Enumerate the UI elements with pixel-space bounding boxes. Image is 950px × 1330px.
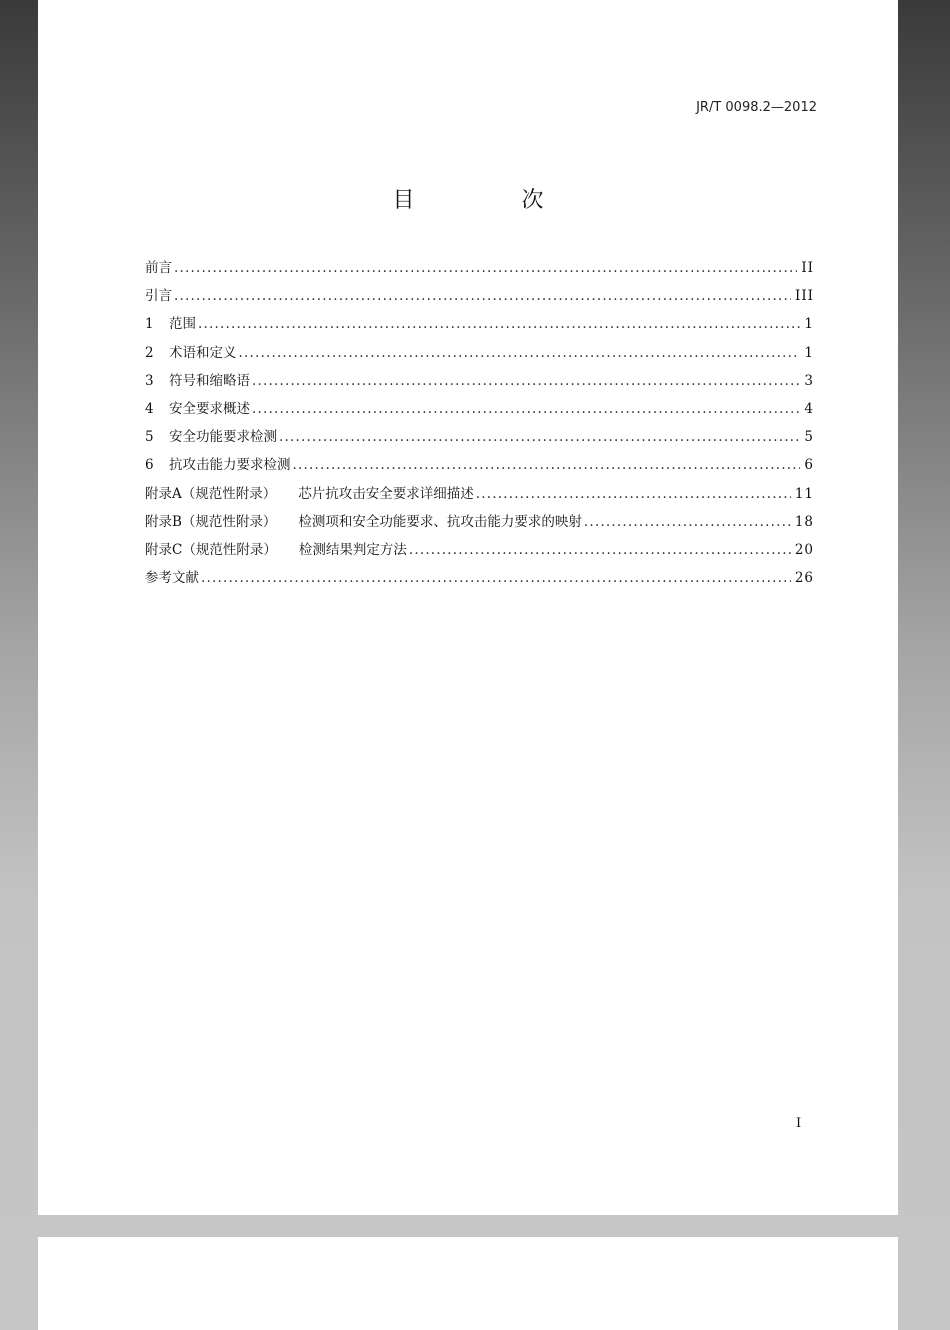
- toc-entry-page: 1: [804, 316, 814, 333]
- leader-dots: [201, 570, 791, 586]
- toc-entry-introduction[interactable]: [145, 284, 814, 312]
- table-of-contents: [145, 256, 814, 594]
- toc-entry-page: 1: [804, 344, 814, 361]
- toc-entry-attack-resistance-test[interactable]: [145, 453, 814, 481]
- toc-entry-foreword[interactable]: [145, 256, 814, 284]
- toc-entry-page: 11: [794, 485, 814, 502]
- toc-entry-page: 20: [794, 541, 814, 558]
- leader-dots: [174, 288, 791, 304]
- toc-entry-page: III: [795, 288, 814, 305]
- toc-entry-page: II: [801, 260, 814, 276]
- toc-entry-label: 引言: [145, 288, 172, 305]
- toc-entry-page: 18: [794, 513, 814, 530]
- leader-dots: [584, 514, 791, 530]
- toc-entry-label: 附录A（规范性附录）: [145, 485, 277, 502]
- toc-entry-number: 4: [145, 400, 154, 417]
- leader-dots: [252, 401, 800, 417]
- toc-entry-page: 4: [804, 400, 814, 417]
- toc-entry-page: 3: [804, 372, 814, 389]
- toc-entry-description: 检测项和安全功能要求、抗攻击能力要求的映射: [298, 513, 582, 530]
- leader-dots: [252, 373, 800, 389]
- toc-entry-label: 符号和缩略语: [169, 372, 250, 389]
- next-page: [38, 1237, 898, 1330]
- toc-entry-number: 5: [145, 429, 154, 446]
- toc-entry-description: 检测结果判定方法: [298, 541, 407, 558]
- toc-entry-appendix-b[interactable]: [145, 510, 814, 538]
- toc-entry-label: 抗攻击能力要求检测: [169, 457, 291, 474]
- toc-entry-scope[interactable]: [145, 312, 814, 340]
- leader-dots: [279, 429, 800, 445]
- toc-entry-symbols[interactable]: [145, 369, 814, 397]
- toc-entry-page: 6: [804, 457, 814, 474]
- toc-entry-security-function-test[interactable]: [145, 425, 814, 453]
- page-number: I: [796, 1116, 802, 1131]
- leader-dots: [198, 316, 800, 332]
- toc-entry-label: 安全功能要求检测: [169, 429, 277, 446]
- toc-entry-label: 术语和定义: [169, 344, 237, 361]
- toc-entry-terms[interactable]: [145, 341, 814, 369]
- toc-entry-page: 5: [804, 429, 814, 446]
- toc-entry-number: 6: [145, 457, 154, 474]
- leader-dots: [174, 260, 797, 276]
- toc-entry-label: 附录B（规范性附录）: [145, 513, 277, 530]
- toc-entry-security-overview[interactable]: [145, 397, 814, 425]
- toc-entry-appendix-a[interactable]: [145, 482, 814, 510]
- leader-dots: [409, 542, 791, 558]
- toc-entry-appendix-c[interactable]: [145, 538, 814, 566]
- toc-entry-label: 前言: [145, 260, 172, 276]
- toc-entry-references[interactable]: [145, 566, 814, 594]
- document-page: [38, 0, 898, 1215]
- toc-title: 目 次: [392, 188, 594, 213]
- toc-entry-label: 参考文献: [145, 570, 199, 587]
- toc-entry-number: 1: [145, 316, 154, 333]
- toc-entry-label: 范围: [169, 316, 196, 333]
- toc-entry-number: 2: [145, 344, 154, 361]
- toc-entry-label: 附录C（规范性附录）: [145, 541, 277, 558]
- toc-entry-page: 26: [794, 570, 814, 587]
- leader-dots: [293, 457, 801, 473]
- toc-entry-number: 3: [145, 372, 154, 389]
- toc-entry-description: 芯片抗攻击安全要求详细描述: [298, 485, 474, 502]
- toc-entry-label: 安全要求概述: [169, 400, 250, 417]
- leader-dots: [239, 345, 801, 361]
- leader-dots: [476, 486, 791, 502]
- standard-number: JR/T 0098.2—2012: [696, 100, 817, 115]
